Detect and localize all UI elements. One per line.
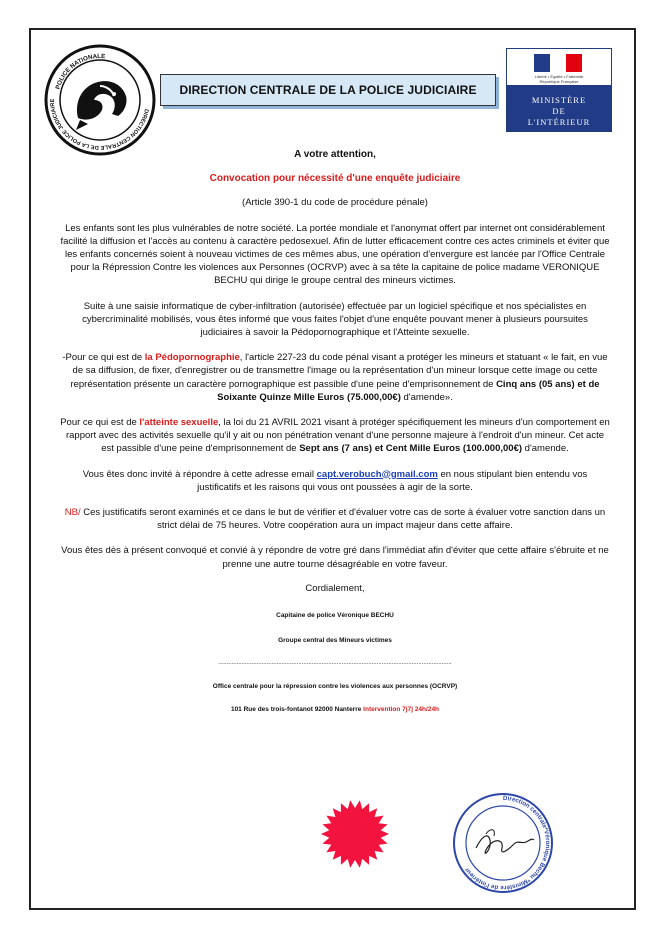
svg-text:POLICE NATIONALE: POLICE NATIONALE <box>54 52 106 91</box>
paragraph-investigation: Suite à une saisie informatique de cyber-infiltration (autorisée) effectuée par un logiciel spécifique et nos spécialistes en cybercriminalité mobilisés, vous êtes informé que vous faites l'objet d'une enquête pouvant mener à plusieurs poursuites judiciaires à savoir la Pédopornographique et l'Atteinte sexuelle. <box>82 300 588 339</box>
ministry-motto: Liberté • Égalité • Fraternité <box>534 74 584 79</box>
french-flag-icon <box>534 54 582 72</box>
convocation-heading: Convocation pour nécessité d'une enquête judiciaire <box>209 173 461 185</box>
red-seal-burst <box>320 798 390 870</box>
paragraph-email: Vous êtes donc invité à répondre à cette adresse email capt.verobuch@gmail.com en nous stipulant bien entendu vos justificatifs et les raisons qui vous ont poussées à agir de la sorte. <box>82 468 588 493</box>
signatory-group: Groupe central des Mineurs victimes <box>278 637 392 645</box>
document-title: DIRECTION CENTRALE DE LA POLICE JUDICIAIRE <box>179 83 477 97</box>
svg-text:Direction centrale*Véronique B: Direction centrale*Véronique Bechu *Ministère de l'intérieur <box>463 794 551 892</box>
svg-text:DIRECTION CENTRALE DE LA POLIC: DIRECTION CENTRALE DE LA POLICE JUDICIAIRE <box>49 98 150 151</box>
paragraph-intro: Les enfants sont les plus vulnérables de notre société. La portée mondiale et l'anonymat offert par internet ont considérablement facilité la diffusion et l'accès au contenu à caractère pedosexuel. Afin de lutter efficacement contre ces actes criminels et éviter que les enfants concernés soient à nouveau victimes de ces mêmes abus, une opération d'envergure est lancée par l'Office Centrale pour la Répression Contre les violences aux Personnes (OCRVP) avec à sa tête la capitaine de police madame VERONIQUE BECHU qui dirige le groupe central des mineurs victimes. <box>60 222 610 287</box>
email-link[interactable]: capt.verobuch@gmail.com <box>316 468 438 480</box>
ministry-name-line1: MINISTÈRE <box>531 95 587 105</box>
separator-dots: ............................................................................................................................................ <box>218 660 452 667</box>
intervention-hours: Intervention 7j7j 24h/24h <box>363 705 440 713</box>
paragraph-nb: NB/ Ces justificatifs seront examinés et ce dans le but de vérifier et d'évaluer votre cas de sorte à évaluer votre sanction dans un strict délai de 75 heures. Votre coopération aura un impact majeur dans cette affaire. <box>64 507 606 532</box>
closing: Cordialement, <box>305 582 365 594</box>
article-reference: (Article 390-1 du code de procédure pénale) <box>242 197 428 209</box>
term-atteinte-sexuelle: l'atteinte sexuelle <box>139 417 219 429</box>
ministry-logo <box>506 48 612 132</box>
ministry-name-line2: DE <box>552 106 566 116</box>
ministry-republic: République Française <box>539 79 579 84</box>
ministry-name-line3: L'INTÉRIEUR <box>527 117 591 127</box>
salutation: A votre attention, <box>294 149 376 160</box>
official-stamp <box>452 792 554 894</box>
nb-label: NB/ <box>64 507 81 519</box>
letter-body <box>60 140 610 716</box>
paragraph-pedopornographie: -Pour ce qui est de la Pédopornographie, l'article 227-23 du code pénal visant a protéger les mineurs et statuant « le fait, en vue de sa diffusion, de fixer, d'enregistrer ou de transmettre l'image ou la représentation d'un mineur lorsque cette image ou cette représentation présente un caractère pornographique est passible d'une peine d'emprisonnement de Cinq ans (05 ans) et de Soixante Quinze Mille Euros (75.000,00€) d'amende». <box>62 352 608 403</box>
office-address: 101 Rue des trois-fontanot 92000 Nanterre Intervention 7j7j 24h/24h <box>230 705 440 713</box>
document-title-box <box>160 74 496 106</box>
penalty-1: Cinq ans (05 ans) et de Soixante Quinze Mille Euros (75.000,00€) <box>217 378 600 403</box>
paragraph-atteinte: Pour ce qui est de l'atteinte sexuelle, la loi du 21 AVRIL 2021 visant à protéger spécifiquement les mineurs d'un comportement en rapport avec des activités sexuelle qu'il y ait ou non pénétration venant d'une personne majeure à l'endroit d'un mineur. Cet acte est passible d'une peine d'emprisonnement de Sept ans (7 ans) et Cent Mille Euros (100.000,00€) d'amende. <box>60 417 610 455</box>
paragraph-convocation: Vous êtes dès à présent convoqué et convié à y répondre de votre gré dans l'immédiat afin d'éviter que cette affaire s'ébruite et ne prenne une autre tourne désagréable en votre faveur. <box>61 545 609 570</box>
office-name: Office centrale pour la répression contre les violences aux personnes (OCRVP) <box>212 682 458 690</box>
signatory: Capitaine de police Véronique BECHU <box>276 612 394 620</box>
term-pedopornographie: la Pédopornographie <box>144 352 240 364</box>
penalty-2: Sept ans (7 ans) et Cent Mille Euros (100.000,00€) <box>299 443 523 455</box>
